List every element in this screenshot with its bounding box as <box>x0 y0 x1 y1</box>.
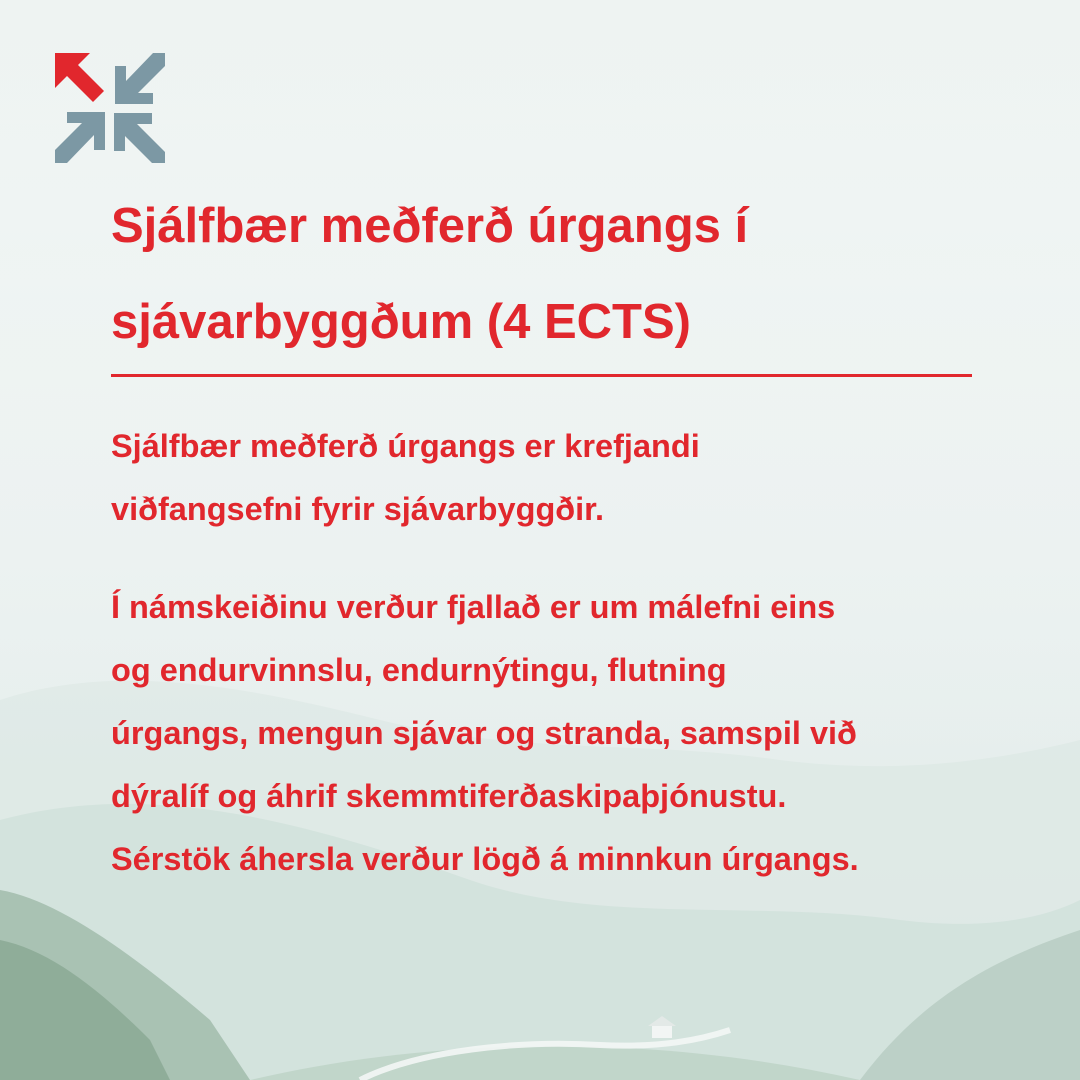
arrows-converging-logo <box>52 50 168 166</box>
title-line: sjávarbyggðum (4 ECTS) <box>111 295 691 349</box>
description-paragraph <box>111 576 1051 891</box>
paragraph-line: dýralíf og áhrif skemmtiferðaskipaþjónustu. <box>111 778 787 814</box>
paragraph-line: Í námskeiðinu verður fjallað er um málefni eins <box>111 589 836 625</box>
paragraph-line: úrgangs, mengun sjávar og stranda, samspil við <box>111 715 857 751</box>
paragraph-line: viðfangsefni fyrir sjávarbyggðir. <box>111 491 605 527</box>
paragraph-line: Sjálfbær meðferð úrgangs er krefjandi <box>111 428 700 464</box>
title-line: Sjálfbær meðferð úrgangs í <box>111 199 749 253</box>
intro-paragraph <box>111 415 1051 541</box>
paragraph-line: og endurvinnslu, endurnýtingu, flutning <box>111 652 727 688</box>
paragraph-line: Sérstök áhersla verður lögð á minnkun úrgangs. <box>111 841 859 877</box>
title-divider <box>111 374 972 377</box>
page-title <box>111 178 1011 370</box>
